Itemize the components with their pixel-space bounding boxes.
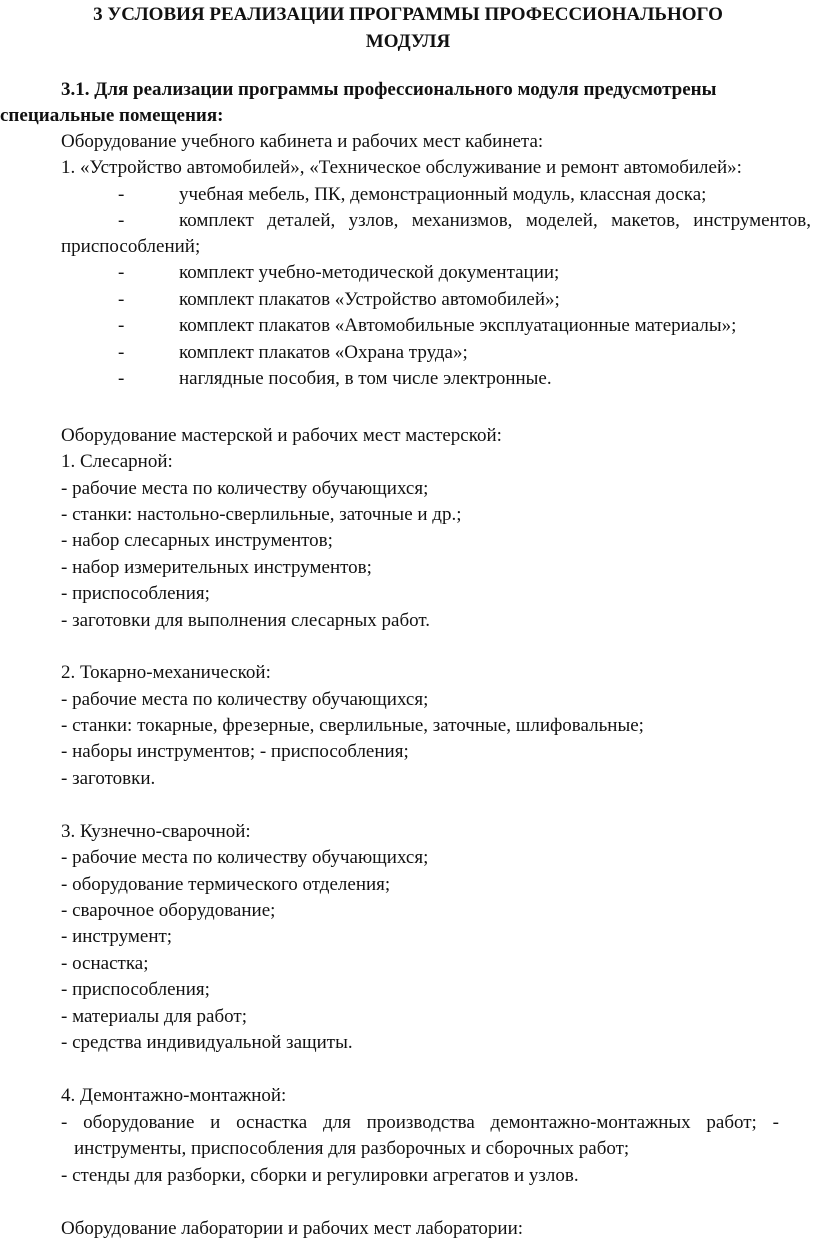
workshop-group-title: 4. Демонтажно-монтажной: [61, 1085, 287, 1106]
word: - [772, 1112, 779, 1133]
section-heading-line2: специальные помещения: [0, 105, 224, 126]
cabinet-heading: Оборудование учебного кабинета и рабочих мест кабинета: [61, 131, 544, 152]
list-item: - оборудование термического отделения; [61, 874, 391, 895]
list-item: - материалы для работ; [61, 1006, 247, 1027]
list-item: - наборы инструментов; - приспособления; [61, 741, 409, 762]
document-title-line1: 3 УСЛОВИЯ РЕАЛИЗАЦИИ ПРОГРАММЫ ПРОФЕССИОНАЛЬНОГО [93, 4, 723, 25]
workshop-group-title: 1. Слесарной: [61, 451, 173, 472]
list-item: - инструмент; [61, 926, 173, 947]
list-dash: - [118, 262, 125, 283]
list-item: - средства индивидуальной защиты. [61, 1032, 353, 1053]
list-item: - набор слесарных инструментов; [61, 530, 333, 551]
list-item: наглядные пособия, в том числе электронные. [179, 368, 552, 389]
list-item: - станки: токарные, фрезерные, сверлильные, заточные, шлифовальные; [61, 715, 644, 736]
list-dash: - [118, 184, 125, 205]
list-dash: - [118, 368, 125, 389]
list-item: - сварочное оборудование; [61, 900, 276, 921]
list-item: - рабочие места по количеству обучающихся; [61, 689, 429, 710]
word: для [322, 1112, 351, 1133]
justified-list-item [61, 1110, 779, 1136]
word: - [61, 1112, 68, 1133]
list-item: - станки: настольно-сверлильные, заточные и др.; [61, 504, 462, 525]
list-item: комплект плакатов «Охрана труда»; [179, 342, 468, 363]
list-item: - оснастка; [61, 953, 149, 974]
list-item: - рабочие места по количеству обучающихся; [61, 478, 429, 499]
list-item: учебная мебель, ПК, демонстрационный модуль, классная доска; [179, 184, 707, 205]
lab-heading: Оборудование лаборатории и рабочих мест лаборатории: [61, 1218, 524, 1239]
list-dash: - [118, 315, 125, 336]
word: и [210, 1112, 221, 1133]
list-dash: - [118, 289, 125, 310]
list-item: - заготовки для выполнения слесарных работ. [61, 610, 431, 631]
list-item: - приспособления; [61, 583, 210, 604]
list-item: - рабочие места по количеству обучающихся; [61, 847, 429, 868]
list-item-continuation: инструменты, приспособления для разборочных и сборочных работ; [74, 1138, 630, 1159]
list-item: комплект учебно-методической документации; [179, 262, 560, 283]
workshop-heading: Оборудование мастерской и рабочих мест мастерской: [61, 425, 502, 446]
list-item: комплект плакатов «Автомобильные эксплуатационные материалы»; [179, 315, 737, 336]
list-item: комплект плакатов «Устройство автомобилей»; [179, 289, 560, 310]
list-item: - стенды для разборки, сборки и регулировки агрегатов и узлов. [61, 1165, 579, 1186]
word: работ; [706, 1112, 757, 1133]
word: демонтажно-монтажных [490, 1112, 691, 1133]
list-item: комплект деталей, узлов, механизмов, моделей, макетов, инструментов, [179, 210, 811, 231]
workshop-group-title: 2. Токарно-механической: [61, 662, 271, 683]
word: оснастка [236, 1112, 308, 1133]
list-item: - приспособления; [61, 979, 210, 1000]
list-dash: - [118, 342, 125, 363]
word: оборудование [83, 1112, 195, 1133]
word: производства [366, 1112, 475, 1133]
list-item: - заготовки. [61, 768, 156, 789]
document-title-line2: МОДУЛЯ [365, 31, 451, 52]
cabinet-subheading: 1. «Устройство автомобилей», «Техническое обслуживание и ремонт автомобилей»: [61, 157, 742, 178]
workshop-group-title: 3. Кузнечно-сварочной: [61, 821, 251, 842]
list-item: - набор измерительных инструментов; [61, 557, 372, 578]
section-heading-line1: 3.1. Для реализации программы профессионального модуля предусмотрены [61, 79, 717, 100]
list-dash: - [118, 210, 125, 231]
list-item-continuation: приспособлений; [61, 236, 201, 257]
